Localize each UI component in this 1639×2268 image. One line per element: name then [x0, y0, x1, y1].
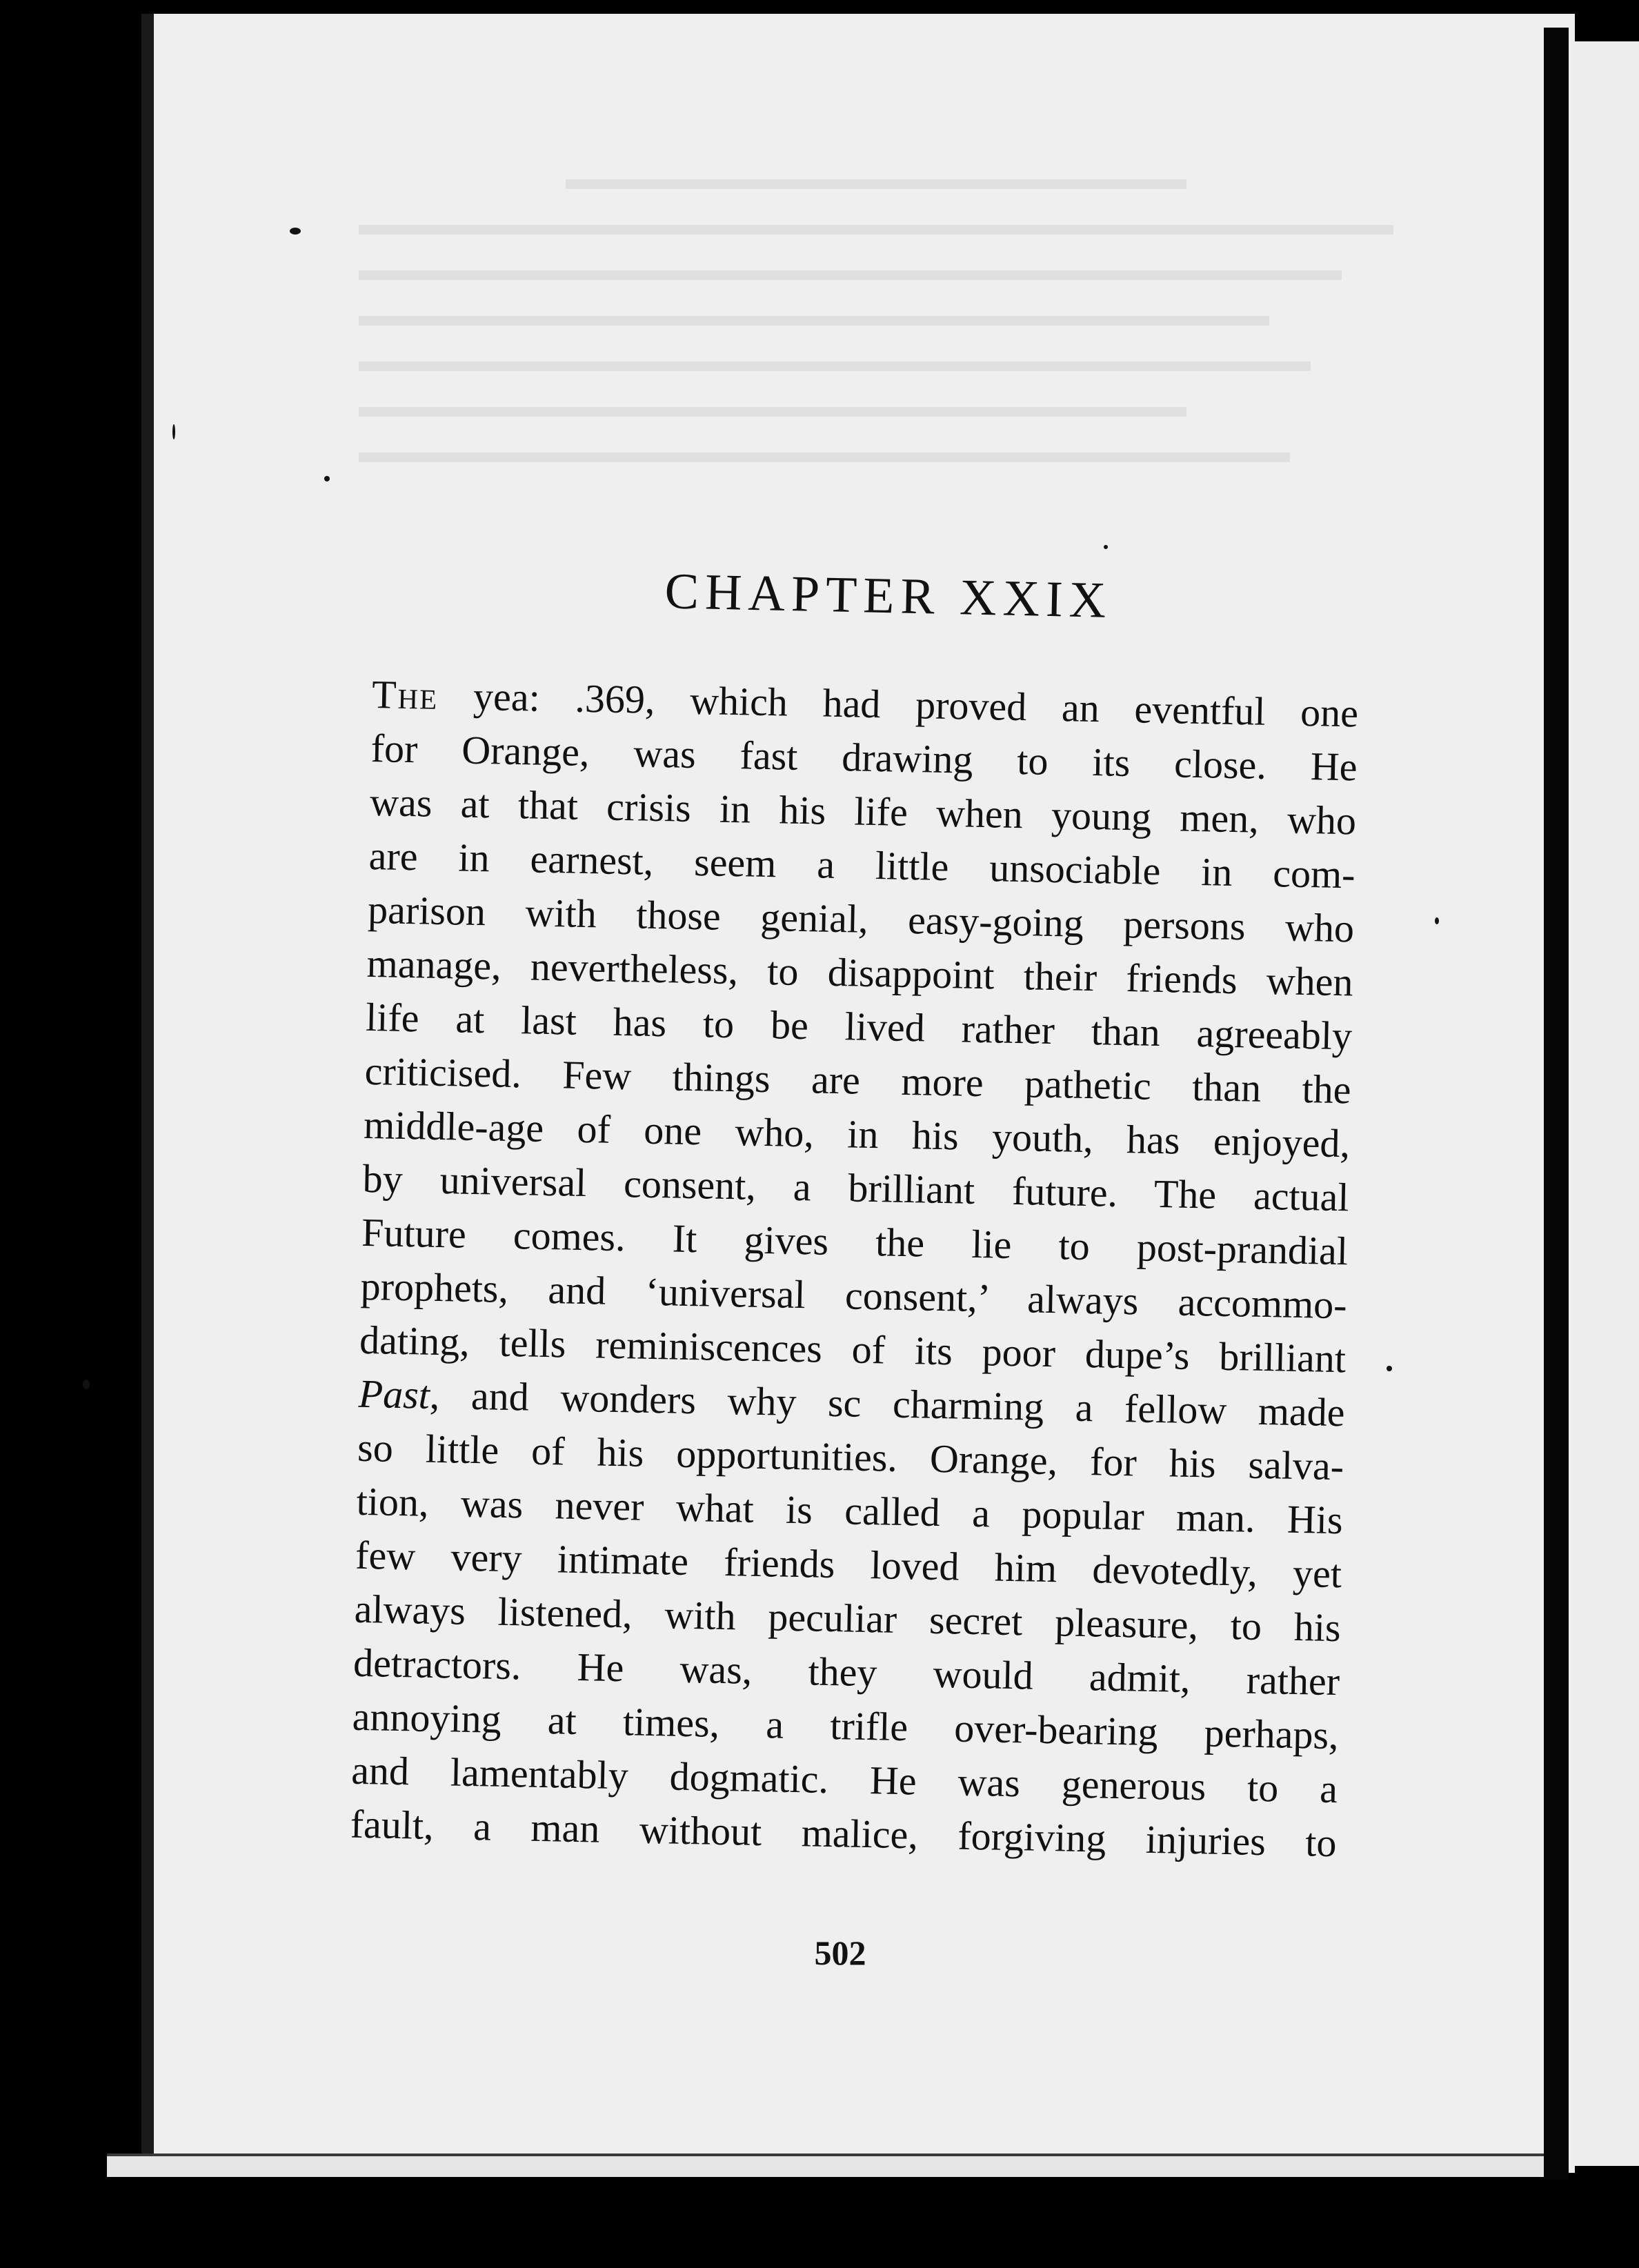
scan-speck [290, 228, 301, 235]
text-line: criticised. Few things are more pathetic than the [364, 1048, 1352, 1113]
text-line: Future comes. It gives the lie to post-prandial [361, 1209, 1349, 1274]
page-number: 502 [814, 1933, 866, 1972]
opening-small-caps: The [371, 671, 439, 718]
text-line: for Orange, was fast drawing to its close. He [370, 725, 1358, 790]
text-line-content: yea: .369, which had proved an eventful one [437, 673, 1359, 736]
text-line: life at last has to be lived rather than agreeably [365, 994, 1353, 1059]
text-line: dating, tells reminiscences of its poor dupe’s brilliant [359, 1317, 1347, 1382]
scan-speck [1387, 1366, 1392, 1371]
facing-page-edge [1571, 41, 1639, 2166]
chapter-body [350, 668, 1359, 1870]
text-line: few very intimate friends loved him devotedly, yet [355, 1532, 1342, 1597]
book-gutter [1544, 28, 1569, 2180]
text-line: detractors. He was, they would admit, rather [352, 1640, 1340, 1704]
text-line: are in earnest, seem a little unsociable in com- [368, 833, 1356, 897]
page-bottom-edge [107, 2153, 1562, 2177]
text-line: so little of his opportunities. Orange, for his salva- [357, 1424, 1344, 1489]
text-line: was at that crisis in his life when young men, who [369, 779, 1357, 844]
text-line: manage, nevertheless, to disappoint their friends when [366, 940, 1354, 1005]
text-line: always listened, with peculiar secret pleasure, to his [354, 1586, 1342, 1651]
italic-word: Past [358, 1371, 430, 1418]
text-line-content: , and wonders why sc charming a fellow made [429, 1372, 1346, 1435]
scan-speck [1104, 545, 1108, 549]
text-line: fault, a man without malice, forgiving injuries to [350, 1801, 1338, 1866]
scan-speck [324, 476, 330, 481]
text-line: prophets, and ‘universal consent,’ always accommo- [360, 1263, 1348, 1328]
text-line: tion, was never what is called a popular man. His [356, 1478, 1344, 1543]
text-line: parison with those genial, easy-going persons who [367, 886, 1355, 951]
chapter-heading: CHAPTER XXIX [664, 563, 1113, 629]
text-line: annoying at times, a trifle over-bearing perhaps, [352, 1693, 1340, 1758]
scan-speck [1435, 917, 1439, 924]
text-line: middle-age of one who, in his youth, has enjoyed, [363, 1102, 1351, 1166]
text-line: and lamentably dogmatic. He was generous to a [350, 1747, 1338, 1812]
text-line: by universal consent, a brilliant future. The actual [362, 1155, 1350, 1220]
scan-speck [83, 1380, 90, 1389]
scan-speck [172, 424, 175, 439]
